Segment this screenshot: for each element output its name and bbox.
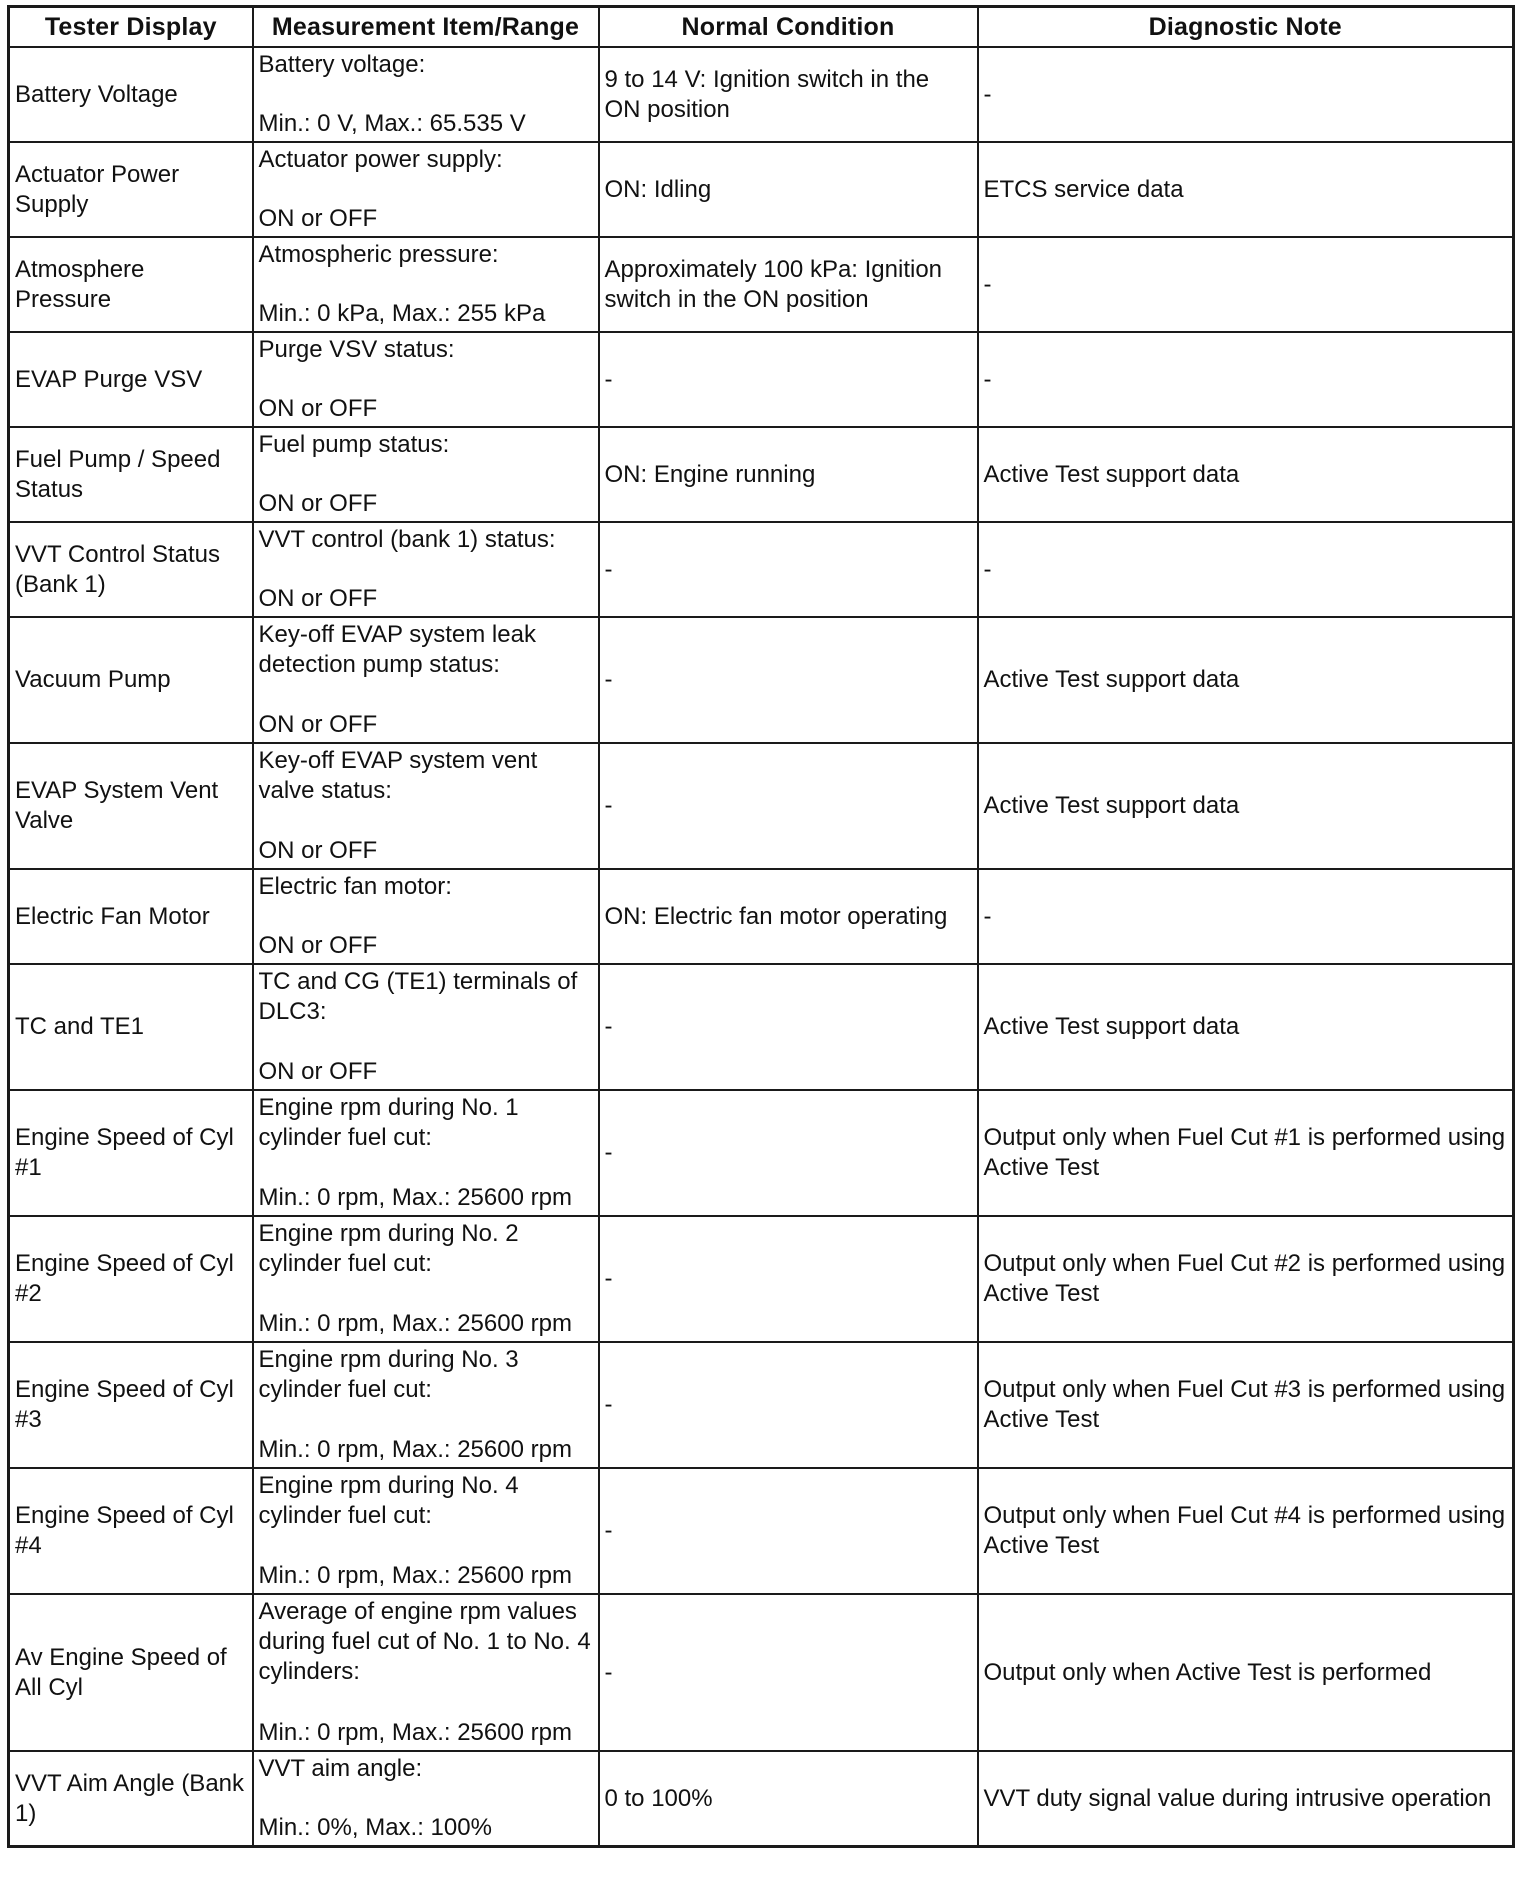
data-list-table <box>7 5 1515 1848</box>
normal-condition-cell: - <box>599 964 978 1090</box>
tester-display-cell: EVAP Purge VSV <box>9 332 253 427</box>
diagnostic-note-cell: Output only when Fuel Cut #3 is performed using Active Test <box>978 1342 1514 1468</box>
measurement-cell: Electric fan motor: ON or OFF <box>253 869 599 964</box>
diagnostic-note-cell: Output only when Fuel Cut #1 is performed using Active Test <box>978 1090 1514 1216</box>
header-tester-display: Tester Display <box>9 7 253 48</box>
normal-condition-cell: - <box>599 1468 978 1594</box>
data-list-sheet <box>7 5 1512 1848</box>
normal-condition-cell: - <box>599 522 978 617</box>
table-row <box>9 427 1514 522</box>
normal-condition-cell: - <box>599 1342 978 1468</box>
header-row <box>9 7 1514 48</box>
tester-display-cell: Av Engine Speed of All Cyl <box>9 1594 253 1751</box>
table-row <box>9 1751 1514 1847</box>
diagnostic-note-cell: - <box>978 47 1514 142</box>
tester-display-cell: Engine Speed of Cyl #4 <box>9 1468 253 1594</box>
measurement-cell: TC and CG (TE1) terminals of DLC3: ON or OFF <box>253 964 599 1090</box>
measurement-cell: Engine rpm during No. 3 cylinder fuel cut: Min.: 0 rpm, Max.: 25600 rpm <box>253 1342 599 1468</box>
measurement-cell: VVT control (bank 1) status: ON or OFF <box>253 522 599 617</box>
tester-display-cell: Engine Speed of Cyl #1 <box>9 1090 253 1216</box>
diagnostic-note-cell: ETCS service data <box>978 142 1514 237</box>
tester-display-cell: Engine Speed of Cyl #2 <box>9 1216 253 1342</box>
measurement-cell: Fuel pump status: ON or OFF <box>253 427 599 522</box>
table-row <box>9 47 1514 142</box>
normal-condition-cell: Approximately 100 kPa: Ignition switch in the ON position <box>599 237 978 332</box>
normal-condition-cell: 0 to 100% <box>599 1751 978 1847</box>
tester-display-cell: Atmosphere Pressure <box>9 237 253 332</box>
table-row <box>9 1216 1514 1342</box>
table-row <box>9 142 1514 237</box>
diagnostic-note-cell: - <box>978 332 1514 427</box>
tester-display-cell: Battery Voltage <box>9 47 253 142</box>
normal-condition-cell: - <box>599 743 978 869</box>
table-row <box>9 1594 1514 1751</box>
normal-condition-cell: - <box>599 617 978 743</box>
diagnostic-note-cell: - <box>978 522 1514 617</box>
table-row <box>9 522 1514 617</box>
measurement-cell: Key-off EVAP system leak detection pump status: ON or OFF <box>253 617 599 743</box>
header-normal-condition: Normal Condition <box>599 7 978 48</box>
header-diagnostic-note: Diagnostic Note <box>978 7 1514 48</box>
measurement-cell: Engine rpm during No. 1 cylinder fuel cut: Min.: 0 rpm, Max.: 25600 rpm <box>253 1090 599 1216</box>
diagnostic-note-cell: Active Test support data <box>978 743 1514 869</box>
table-row <box>9 237 1514 332</box>
table-row <box>9 1468 1514 1594</box>
normal-condition-cell: ON: Idling <box>599 142 978 237</box>
diagnostic-note-cell: Output only when Fuel Cut #4 is performed using Active Test <box>978 1468 1514 1594</box>
tester-display-cell: Actuator Power Supply <box>9 142 253 237</box>
table-row <box>9 869 1514 964</box>
diagnostic-note-cell: VVT duty signal value during intrusive operation <box>978 1751 1514 1847</box>
table-row <box>9 743 1514 869</box>
measurement-cell: Engine rpm during No. 4 cylinder fuel cut: Min.: 0 rpm, Max.: 25600 rpm <box>253 1468 599 1594</box>
normal-condition-cell: 9 to 14 V: Ignition switch in the ON position <box>599 47 978 142</box>
table-row <box>9 964 1514 1090</box>
diagnostic-note-cell: Active Test support data <box>978 617 1514 743</box>
table-row <box>9 1090 1514 1216</box>
diagnostic-note-cell: Active Test support data <box>978 427 1514 522</box>
measurement-cell: Average of engine rpm values during fuel cut of No. 1 to No. 4 cylinders: Min.: 0 rpm, Max.: 25600 rpm <box>253 1594 599 1751</box>
tester-display-cell: VVT Control Status (Bank 1) <box>9 522 253 617</box>
diagnostic-note-cell: Active Test support data <box>978 964 1514 1090</box>
header-measurement-item: Measurement Item/Range <box>253 7 599 48</box>
measurement-cell: Purge VSV status: ON or OFF <box>253 332 599 427</box>
normal-condition-cell: - <box>599 1594 978 1751</box>
measurement-cell: Actuator power supply: ON or OFF <box>253 142 599 237</box>
normal-condition-cell: - <box>599 332 978 427</box>
table-row <box>9 332 1514 427</box>
tester-display-cell: EVAP System Vent Valve <box>9 743 253 869</box>
tester-display-cell: TC and TE1 <box>9 964 253 1090</box>
diagnostic-note-cell: - <box>978 237 1514 332</box>
tester-display-cell: Electric Fan Motor <box>9 869 253 964</box>
normal-condition-cell: - <box>599 1090 978 1216</box>
tester-display-cell: Engine Speed of Cyl #3 <box>9 1342 253 1468</box>
diagnostic-note-cell: Output only when Fuel Cut #2 is performed using Active Test <box>978 1216 1514 1342</box>
diagnostic-note-cell: - <box>978 869 1514 964</box>
normal-condition-cell: ON: Engine running <box>599 427 978 522</box>
measurement-cell: Atmospheric pressure: Min.: 0 kPa, Max.: 255 kPa <box>253 237 599 332</box>
normal-condition-cell: - <box>599 1216 978 1342</box>
normal-condition-cell: ON: Electric fan motor operating <box>599 869 978 964</box>
tester-display-cell: Vacuum Pump <box>9 617 253 743</box>
table-row <box>9 1342 1514 1468</box>
diagnostic-note-cell: Output only when Active Test is performed <box>978 1594 1514 1751</box>
measurement-cell: Battery voltage: Min.: 0 V, Max.: 65.535 V <box>253 47 599 142</box>
measurement-cell: Key-off EVAP system vent valve status: ON or OFF <box>253 743 599 869</box>
tester-display-cell: VVT Aim Angle (Bank 1) <box>9 1751 253 1847</box>
measurement-cell: VVT aim angle: Min.: 0%, Max.: 100% <box>253 1751 599 1847</box>
measurement-cell: Engine rpm during No. 2 cylinder fuel cut: Min.: 0 rpm, Max.: 25600 rpm <box>253 1216 599 1342</box>
tester-display-cell: Fuel Pump / Speed Status <box>9 427 253 522</box>
table-row <box>9 617 1514 743</box>
